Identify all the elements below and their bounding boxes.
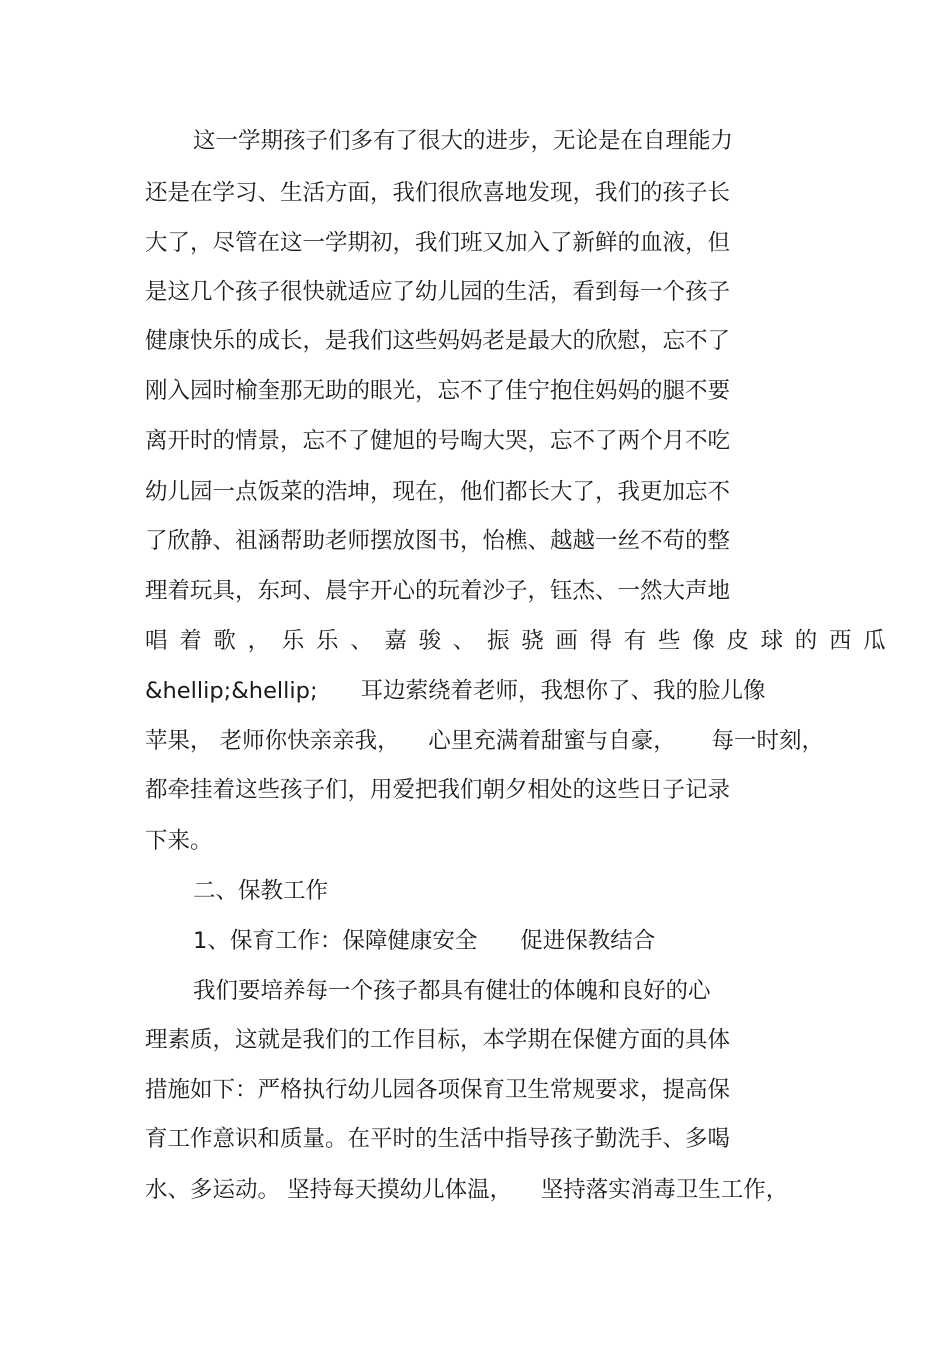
- paragraph-line: 措施如下：严格执行幼儿园各项保育卫生常规要求，提高保: [145, 1077, 731, 1103]
- paragraph-line: 这一学期孩子们多有了很大的进步，无论是在自理能力: [193, 128, 734, 154]
- paragraph-line: 是这几个孩子很快就适应了幼儿园的生活，看到每一个孩子: [145, 279, 731, 305]
- paragraph-line: 都牵挂着这些孩子们，用爱把我们朝夕相处的这些日子记录: [145, 777, 731, 803]
- paragraph-line: 健康快乐的成长，是我们这些妈妈老是最大的欣慰，忘不了: [145, 328, 731, 354]
- paragraph-line: 还是在学习、生活方面，我们很欣喜地发现，我们的孩子长: [145, 180, 731, 206]
- subsection-heading: 1、保育工作：保障健康安全 促进保教结合: [193, 928, 656, 954]
- paragraph-line: 离开时的情景，忘不了健旭的号啕大哭，忘不了两个月不吃: [145, 428, 731, 454]
- paragraph-line: 我们要培养每一个孩子都具有健壮的体魄和良好的心: [193, 978, 711, 1004]
- paragraph-line: 水、多运动。 坚持每天摸幼儿体温， 坚持落实消毒卫生工作，: [145, 1177, 789, 1203]
- paragraph-line: 理着玩具，东珂、晨宇开心的玩着沙子，钰杰、一然大声地: [145, 578, 731, 604]
- paragraph-line: 下来。: [145, 828, 213, 854]
- paragraph-line: &hellip;&hellip; 耳边萦绕着老师，我想你了、我的脸儿像: [145, 678, 766, 704]
- section-heading: 二、保教工作: [193, 878, 329, 904]
- paragraph-line: 苹果， 老师你快亲亲我， 心里充满着甜蜜与自豪， 每一时刻，: [145, 728, 825, 754]
- paragraph-line: 唱着歌，乐乐、嘉骏、振骁画得有些像皮球的西瓜: [145, 628, 898, 654]
- paragraph-line: 育工作意识和质量。在平时的生活中指导孩子勤洗手、多喝: [145, 1126, 731, 1152]
- paragraph-line: 刚入园时榆奎那无助的眼光，忘不了佳宁抱住妈妈的腿不要: [145, 378, 731, 404]
- paragraph-line: 了欣静、祖涵帮助老师摆放图书，怡樵、越越一丝不苟的整: [145, 528, 731, 554]
- paragraph-line: 理素质，这就是我们的工作目标，本学期在保健方面的具体: [145, 1027, 731, 1053]
- paragraph-line: 大了，尽管在这一学期初，我们班又加入了新鲜的血液，但: [145, 230, 731, 256]
- paragraph-line: 幼儿园一点饭菜的浩坤，现在，他们都长大了，我更加忘不: [145, 479, 731, 505]
